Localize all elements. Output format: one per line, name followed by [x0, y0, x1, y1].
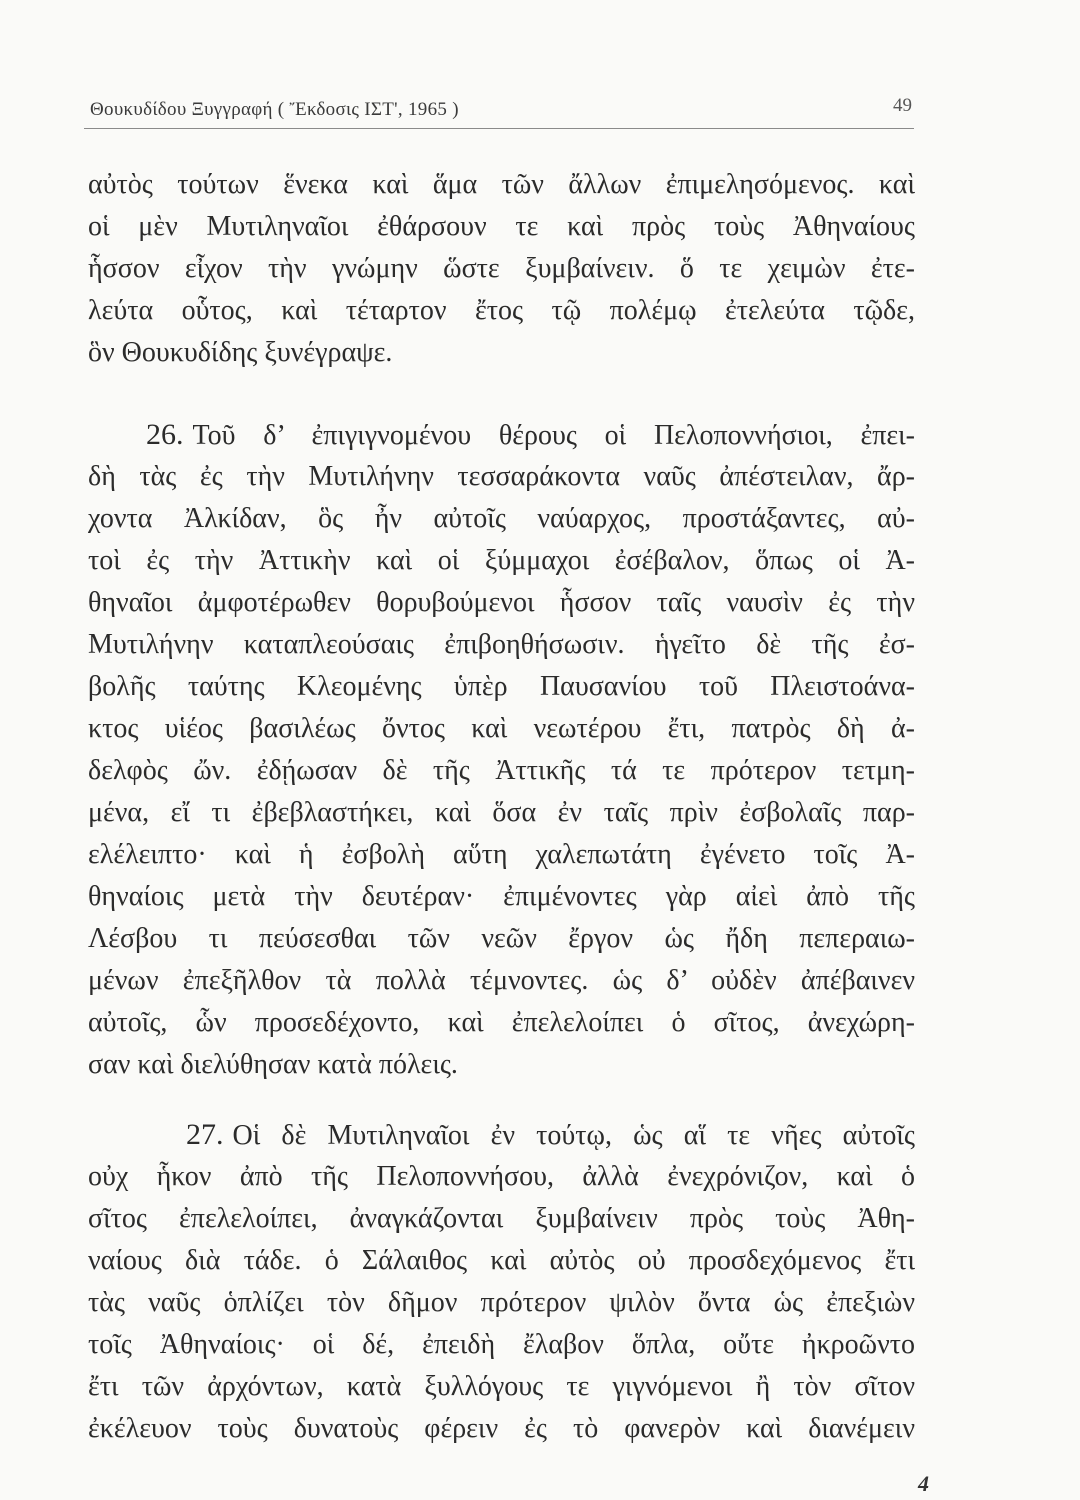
text-line — [88, 1198, 915, 1240]
text-line — [88, 1240, 915, 1282]
line-text: λεύτα οὗτος, καὶ τέταρτον ἔτος τῷ πολέμῳ ἐτελεύτα τῷδε, — [88, 295, 915, 326]
text-line — [88, 1002, 915, 1044]
text-line — [88, 1044, 915, 1086]
line-text: αὐτοῖς, ὧν προσεδέχοντο, καὶ ἐπελελοίπει ὁ σῖτος, ἀνεχώρη- — [88, 1007, 915, 1038]
text-line — [88, 164, 915, 206]
line-text: δελφὸς ὤν. ἐδῄωσαν δὲ τῆς Ἀττικῆς τά τε πρότερον τετμη- — [88, 755, 915, 786]
text-line — [88, 332, 915, 374]
paragraph — [88, 164, 915, 374]
text-line — [88, 414, 915, 456]
body-text — [88, 164, 915, 1450]
text-line — [88, 248, 915, 290]
line-text: αὐτὸς τούτων ἕνεκα καὶ ἅμα τῶν ἄλλων ἐπιμελησόμενος. καὶ — [88, 169, 915, 200]
line-text: κτος υἱέος βασιλέως ὄντος καὶ νεωτέρου ἔτι, πατρὸς δὴ ἀ- — [88, 713, 915, 744]
line-text: μένα, εἴ τι ἐβεβλαστήκει, καὶ ὅσα ἐν ταῖς πρὶν ἐσβολαῖς παρ- — [88, 797, 915, 828]
text-line — [88, 666, 915, 708]
line-text: Οἱ δὲ Μυτιληναῖοι ἐν τούτῳ, ὡς αἵ τε νῆες αὐτοῖς — [232, 1120, 915, 1151]
signature-mark: 4 — [918, 1471, 929, 1496]
text-line — [88, 624, 915, 666]
text-line — [88, 498, 915, 540]
line-text: ελέλειπτο· καὶ ἡ ἐσβολὴ αὕτη χαλεπωτάτη ἐγένετο τοῖς Ἀ- — [88, 839, 915, 870]
paragraph — [88, 1114, 915, 1450]
line-text: ἐκέλευον τοὺς δυνατοὺς φέρειν ἐς τὸ φανερὸν καὶ διανέμειν — [88, 1413, 915, 1444]
line-text: σαν καὶ διελύθησαν κατὰ πόλεις. — [88, 1049, 458, 1080]
line-text: ἔτι τῶν ἀρχόντων, κατὰ ξυλλόγους τε γιγνόμενοι ἢ τὸν σῖτον — [88, 1371, 915, 1402]
text-line — [88, 750, 915, 792]
line-text: οὐχ ἧκον ἀπὸ τῆς Πελοποννήσου, ἀλλὰ ἐνεχρόνιζον, καὶ ὁ — [88, 1161, 915, 1192]
text-line — [88, 1408, 915, 1450]
page-number: 49 — [893, 95, 912, 116]
text-line — [88, 918, 915, 960]
line-text: οἱ μὲν Μυτιληναῖοι ἐθάρσουν τε καὶ πρὸς τοὺς Ἀθηναίους — [88, 211, 915, 242]
line-text: Τοῦ δ’ ἐπιγιγνομένου θέρους οἱ Πελοποννήσιοι, ἐπει- — [192, 420, 915, 451]
line-text: Μυτιλήνην καταπλεούσαις ἐπιβοηθήσωσιν. ἡγεῖτο δὲ τῆς ἐσ- — [88, 629, 915, 660]
text-line — [88, 834, 915, 876]
line-text: ναίους διὰ τάδε. ὁ Σάλαιθος καὶ αὐτὸς οὐ προσδεχόμενος ἔτι — [88, 1245, 915, 1276]
line-text: θηναῖοι ἀμφοτέρωθεν θορυβούμενοι ἧσσον ταῖς ναυσὶν ἐς τὴν — [88, 587, 915, 618]
text-line — [88, 456, 915, 498]
line-text: χοντα Ἀλκίδαν, ὃς ἦν αὐτοῖς ναύαρχος, προστάξαντες, αὐ- — [88, 503, 915, 534]
line-text: βολῆς ταύτης Κλεομένης ὑπὲρ Παυσανίου τοῦ Πλειστοάνα- — [88, 671, 915, 702]
text-line — [88, 540, 915, 582]
line-text: τοὶ ἐς τὴν Ἀττικὴν καὶ οἱ ξύμμαχοι ἐσέβαλον, ὅπως οἱ Ἀ- — [88, 545, 915, 576]
text-line — [88, 582, 915, 624]
paragraph — [88, 414, 915, 1086]
text-line — [88, 290, 915, 332]
line-text: δὴ τὰς ἐς τὴν Μυτιλήνην τεσσαράκοντα ναῦς ἀπέστειλαν, ἄρ- — [88, 461, 915, 492]
line-text: Λέσβου τι πεύσεσθαι τῶν νεῶν ἔργον ὡς ἤδη πεπεραιω- — [88, 923, 915, 954]
line-text: σῖτος ἐπελελοίπει, ἀναγκάζονται ξυμβαίνειν πρὸς τοὺς Ἀθη- — [88, 1203, 915, 1234]
text-line — [88, 876, 915, 918]
section-number: 26. — [146, 418, 184, 451]
text-line — [88, 792, 915, 834]
line-text: τοῖς Ἀθηναίοις· οἱ δέ, ἐπειδὴ ἔλαβον ὅπλα, οὔτε ἠκροῶντο — [88, 1329, 915, 1360]
text-line — [88, 1366, 915, 1408]
line-text: τὰς ναῦς ὁπλίζει τὸν δῆμον πρότερον ψιλὸν ὄντα ὡς ἐπεξιὼν — [88, 1287, 915, 1318]
text-line — [88, 1324, 915, 1366]
line-text: μένων ἐπεξῆλθον τὰ πολλὰ τέμνοντες. ὡς δ’ οὐδὲν ἀπέβαινεν — [88, 965, 915, 996]
text-line — [88, 1114, 915, 1156]
text-line — [88, 960, 915, 1002]
line-text: ἧσσον εἶχον τὴν γνώμην ὥστε ξυμβαίνειν. ὅ τε χειμὼν ἐτε- — [88, 253, 915, 284]
text-line — [88, 1282, 915, 1324]
text-line — [88, 708, 915, 750]
text-line — [88, 206, 915, 248]
text-line — [88, 1156, 915, 1198]
running-title: Θουκυδίδου Ξυγγραφή ( Ἔκδοσις ΙΣΤ', 1965 ) — [90, 99, 459, 120]
line-text: ὃν Θουκυδίδης ξυνέγραψε. — [88, 337, 393, 368]
section-number: 27. — [186, 1118, 224, 1151]
line-text: θηναίοις μετὰ τὴν δευτέραν· ἐπιμένοντες γὰρ αἰεὶ ἀπὸ τῆς — [88, 881, 915, 912]
header-rule — [84, 128, 914, 129]
